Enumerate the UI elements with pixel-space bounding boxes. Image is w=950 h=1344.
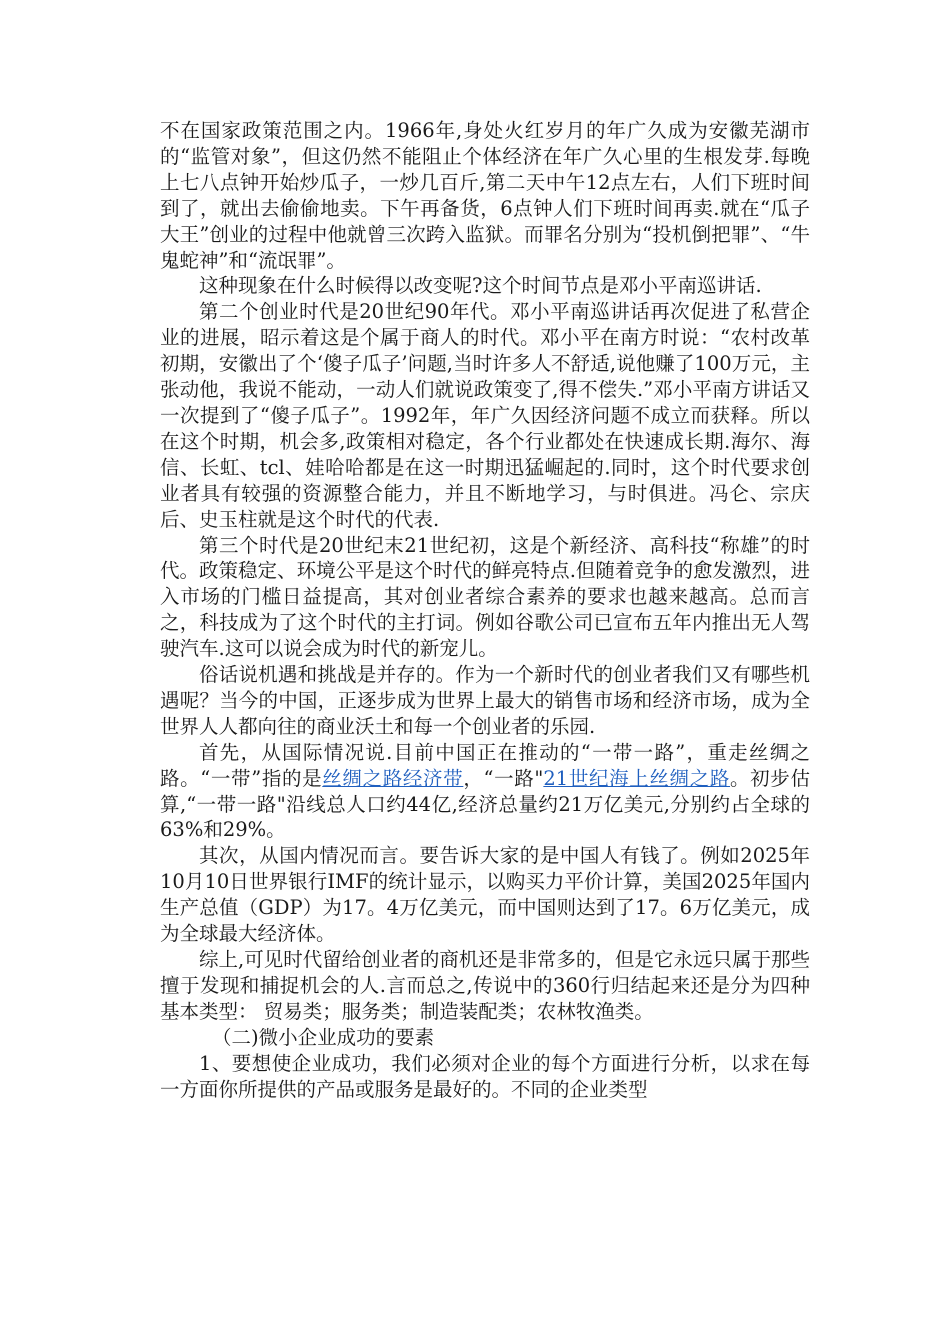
belt-text-after: 。初步估算,“一带一路"沿线总人口约44亿,经济总量约21万亿美元,分别约占全球的63%和29%。 (160, 766, 810, 842)
maritime-silk-road-link[interactable]: 21世纪海上丝绸之路 (543, 766, 731, 790)
paragraph-domestic: 其次，从国内情况而言。要告诉大家的是中国人有钱了。例如2025年10月10日世界银行IMF的统计显示，以购买力平价计算，美国2025年国内生产总值（GDP）为17。4万亿美元，而中国则达到了17。6万亿美元，成为全球最大经济体。 (160, 844, 810, 946)
paragraph-success-factors: 1、要想使企业成功，我们必须对企业的每个方面进行分析，以求在每一方面你所提供的产品或服务是最好的。不同的企业类型 (160, 1051, 810, 1101)
paragraph-1: 不在国家政策范围之内。1966年,身处火红岁月的年广久成为安徽芜湖市的“监管对象”，但这仍然不能阻止个体经济在年广久心里的生根发芽.每晚上七八点钟开始炒瓜子，一炒几百斤,第二天中午12点左右，人们下班时间到了，就出去偷偷地卖。下午再备货，6点钟人们下班时间再卖.就在“瓜子大王”创业的过程中他就曾三次跨入监狱。而罪名分别为“投机倒把罪”、“牛鬼蛇神”和“流氓罪”。 (160, 119, 810, 272)
section-subheading: （二)微小企业成功的要素 (212, 1025, 435, 1049)
silk-road-economic-belt-link[interactable]: 丝绸之路经济带 (322, 766, 464, 790)
paragraph-5: 俗话说机遇和挑战是并存的。作为一个新时代的创业者我们又有哪些机遇呢？当今的中国，正逐步成为世界上最大的销售市场和经济市场，成为全世界人人都向往的商业沃土和每一个创业者的乐园. (160, 663, 810, 738)
paragraph-summary: 综上,可见时代留给创业者的商机还是非常多的，但是它永远只属于那些擅于发现和捕捉机会的人.言而总之,传说中的360行归结起来还是分为四种基本类型： 贸易类；服务类；制造装配类；农林牧渔类。 (160, 948, 810, 1023)
paragraph-belt-and-road (160, 740, 810, 844)
document-page (160, 118, 810, 1102)
belt-text-middle: ，“一路" (463, 766, 544, 790)
paragraph-3: 第二个创业时代是20世纪90年代。邓小平南巡讲话再次促进了私营企业的进展，昭示着这是个属于商人的时代。邓小平在南方时说：“农村改革初期，安徽出了个‘傻子瓜子’问题,当时许多人不舒适,说他赚了100万元，主张动他，我说不能动，一动人们就说政策变了,得不偿失.”邓小平南方讲话又一次提到了“傻子瓜子”。1992年，年广久因经济问题不成立而获释。所以在这个时期，机会多,政策相对稳定，各个行业都处在快速成长期.海尔、海信、长虹、tcl、娃哈哈都是在这一时期迅猛崛起的.同时，这个时代要求创业者具有较强的资源整合能力，并且不断地学习，与时俱进。冯仑、宗庆后、史玉柱就是这个时代的代表. (160, 300, 810, 531)
paragraph-4: 第三个时代是20世纪末21世纪初，这是个新经济、高科技“称雄”的时代。政策稳定、环境公平是这个时代的鲜亮特点.但随着竞争的愈发激烈，进入市场的门槛日益提高，其对创业者综合素养的要求也越来越高。总而言之，科技成为了这个时代的主打词。例如谷歌公司已宣布五年内推出无人驾驶汽车.这可以说会成为时代的新宠儿。 (160, 533, 810, 661)
belt-text-before: 首先，从国际情况说.目前中国正在推动的“一带一路”，重走丝绸之路。“一带”指的是 (160, 740, 810, 790)
paragraph-2: 这种现象在什么时候得以改变呢?这个时间节点是邓小平南巡讲话. (199, 274, 762, 298)
